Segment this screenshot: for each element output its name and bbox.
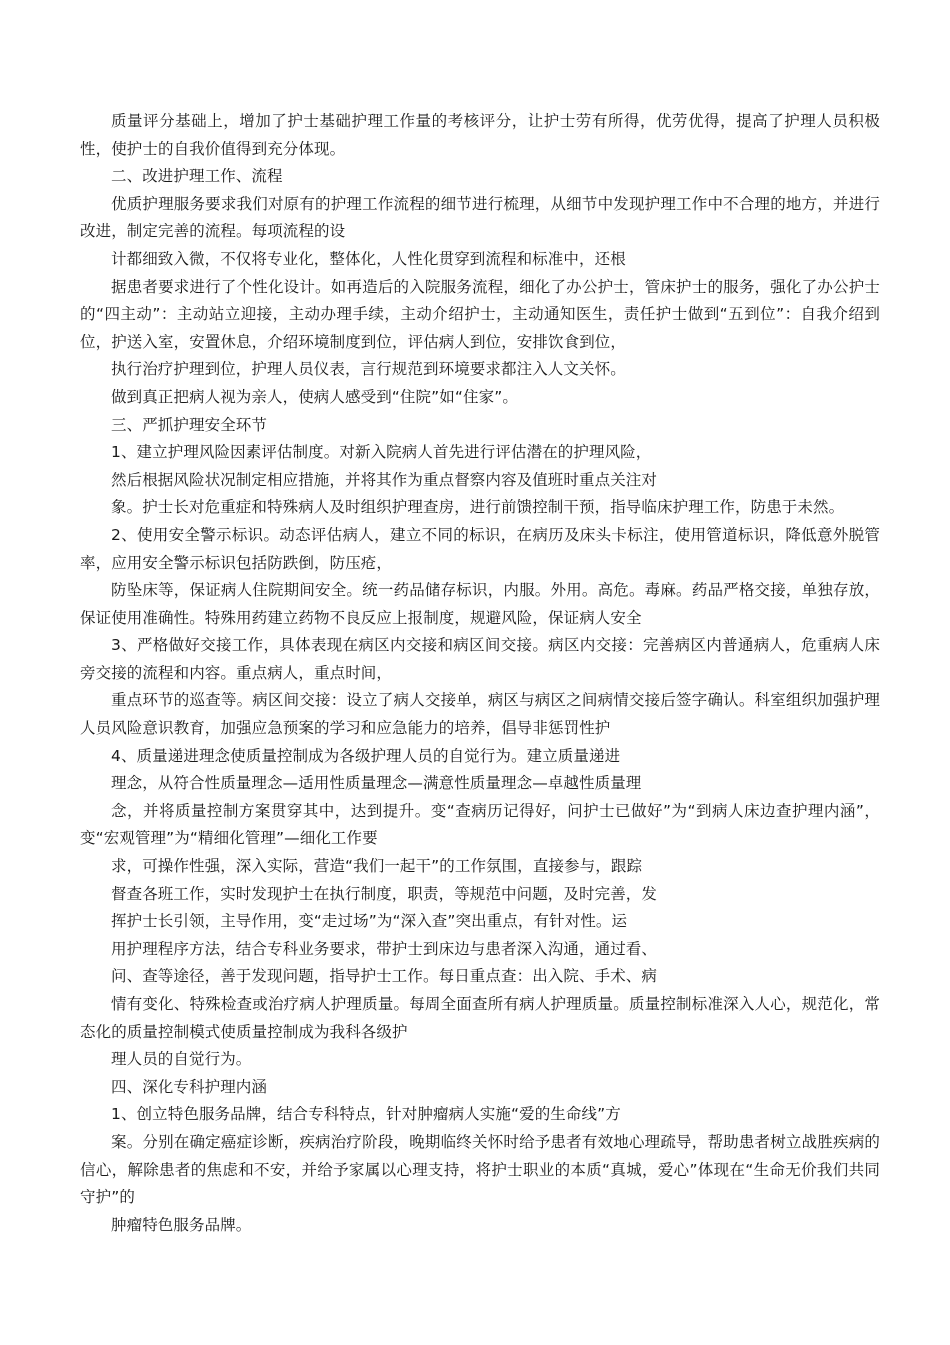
paragraph: 做到真正把病人视为亲人，使病人感受到“住院”如“住家”。 bbox=[111, 387, 518, 406]
paragraph: 4、质量递进理念使质量控制成为各级护理人员的自觉行为。建立质量递进 bbox=[111, 746, 621, 765]
paragraph: 重点环节的巡查等。病区间交接：设立了病人交接单，病区与病区之间病情交接后签字确认。科室组织加强护理人员风险意识教育，加强应急预案的学习和应急能力的培养，倡导非惩罚性护 bbox=[80, 691, 880, 738]
paragraph: 肿瘤特色服务品牌。 bbox=[111, 1215, 252, 1234]
paragraph: 求，可操作性强，深入实际，营造“我们一起干”的工作氛围，直接参与，跟踪 bbox=[111, 857, 643, 876]
paragraph: 案。分别在确定癌症诊断，疾病治疗阶段，晚期临终关怀时给予患者有效地心理疏导，帮助患者树立战胜疾病的信心，解除患者的焦虑和不安，并给予家属以心理支持，将护士职业的本质“真城，爱心”体现在“生命无价我们共同守护”的 bbox=[80, 1132, 880, 1207]
paragraph: 防坠床等，保证病人住院期间安全。统一药品储存标识，内服。外用。高危。毒麻。药品严格交接，单独存放，保证使用准确性。特殊用药建立药物不良反应上报制度，规避风险，保证病人安全 bbox=[80, 581, 880, 627]
paragraph: 挥护士长引领，主导作用，变“走过场”为“深入查”突出重点，有针对性。运 bbox=[111, 912, 628, 931]
section-heading: 三、严抓护理安全环节 bbox=[111, 415, 268, 434]
paragraph: 用护理程序方法，结合专科业务要求，带护士到床边与患者深入沟通，通过看、 bbox=[111, 939, 658, 958]
paragraph: 优质护理服务要求我们对原有的护理工作流程的细节进行梳理，从细节中发现护理工作中不合理的地方，并进行改进，制定完善的流程。每项流程的设 bbox=[80, 194, 880, 241]
paragraph: 3、严格做好交接工作，具体表现在病区内交接和病区间交接。病区内交接：完善病区内普通病人，危重病人床旁交接的流程和内容。重点病人，重点时间， bbox=[80, 636, 880, 682]
paragraph: 2、使用安全警示标识。动态评估病人，建立不同的标识，在病历及床头卡标注，使用管道标识，降低意外脱管率，应用安全警示标识包括防跌倒，防压疮， bbox=[80, 525, 880, 572]
paragraph: 督查各班工作，实时发现护士在执行制度，职责，等规范中问题，及时完善，发 bbox=[111, 884, 658, 903]
paragraph: 理念，从符合性质量理念—适用性质量理念—满意性质量理念—卓越性质量理 bbox=[111, 774, 642, 793]
document-body bbox=[80, 108, 880, 1239]
paragraph: 象。护士长对危重症和特殊病人及时组织护理查房，进行前馈控制干预，指导临床护理工作，防患于未然。 bbox=[111, 498, 845, 517]
paragraph: 情有变化、特殊检查或治疗病人护理质量。每周全面查所有病人护理质量。质量控制标准深入人心，规范化，常态化的质量控制模式使质量控制成为我科各级护 bbox=[80, 995, 880, 1041]
paragraph: 计都细致入微，不仅将专业化，整体化，人性化贯穿到流程和标准中，还根 bbox=[111, 249, 626, 268]
paragraph: 据患者要求进行了个性化设计。如再造后的入院服务流程，细化了办公护士，管床护士的服务，强化了办公护士的“四主动”：主动站立迎接，主动办理手续，主动介绍护士，主动通知医生，责任护士做到“五到位”：自我介绍到位，护送入室，安置休息，介绍环境制度到位，评估病人到位，安排饮食到位， bbox=[80, 277, 880, 351]
paragraph: 质量评分基础上，增加了护士基础护理工作量的考核评分，让护士劳有所得，优劳优得，提高了护理人员积极性，使护士的自我价值得到充分体现。 bbox=[80, 112, 880, 158]
section-heading: 四、深化专科护理内涵 bbox=[111, 1077, 268, 1096]
paragraph: 问、查等途径，善于发现问题，指导护士工作。每日重点查：出入院、手术、病 bbox=[111, 967, 658, 986]
paragraph: 然后根据风险状况制定相应措施，并将其作为重点督察内容及值班时重点关注对 bbox=[111, 470, 658, 489]
paragraph: 1、创立特色服务品牌，结合专科特点，针对肿瘤病人实施“爱的生命线”方 bbox=[111, 1105, 621, 1124]
paragraph: 1、建立护理风险因素评估制度。对新入院病人首先进行评估潜在的护理风险， bbox=[111, 443, 652, 462]
section-heading: 二、改进护理工作、流程 bbox=[111, 167, 283, 186]
paragraph: 念，并将质量控制方案贯穿其中，达到提升。变“查病历记得好，问护士已做好”为“到病人床边查护理内涵”，变“宏观管理”为“精细化管理”—细化工作要 bbox=[80, 801, 880, 848]
paragraph: 理人员的自觉行为。 bbox=[111, 1050, 252, 1069]
paragraph: 执行治疗护理到位，护理人员仪表，言行规范到环境要求都注入人文关怀。 bbox=[111, 360, 626, 379]
